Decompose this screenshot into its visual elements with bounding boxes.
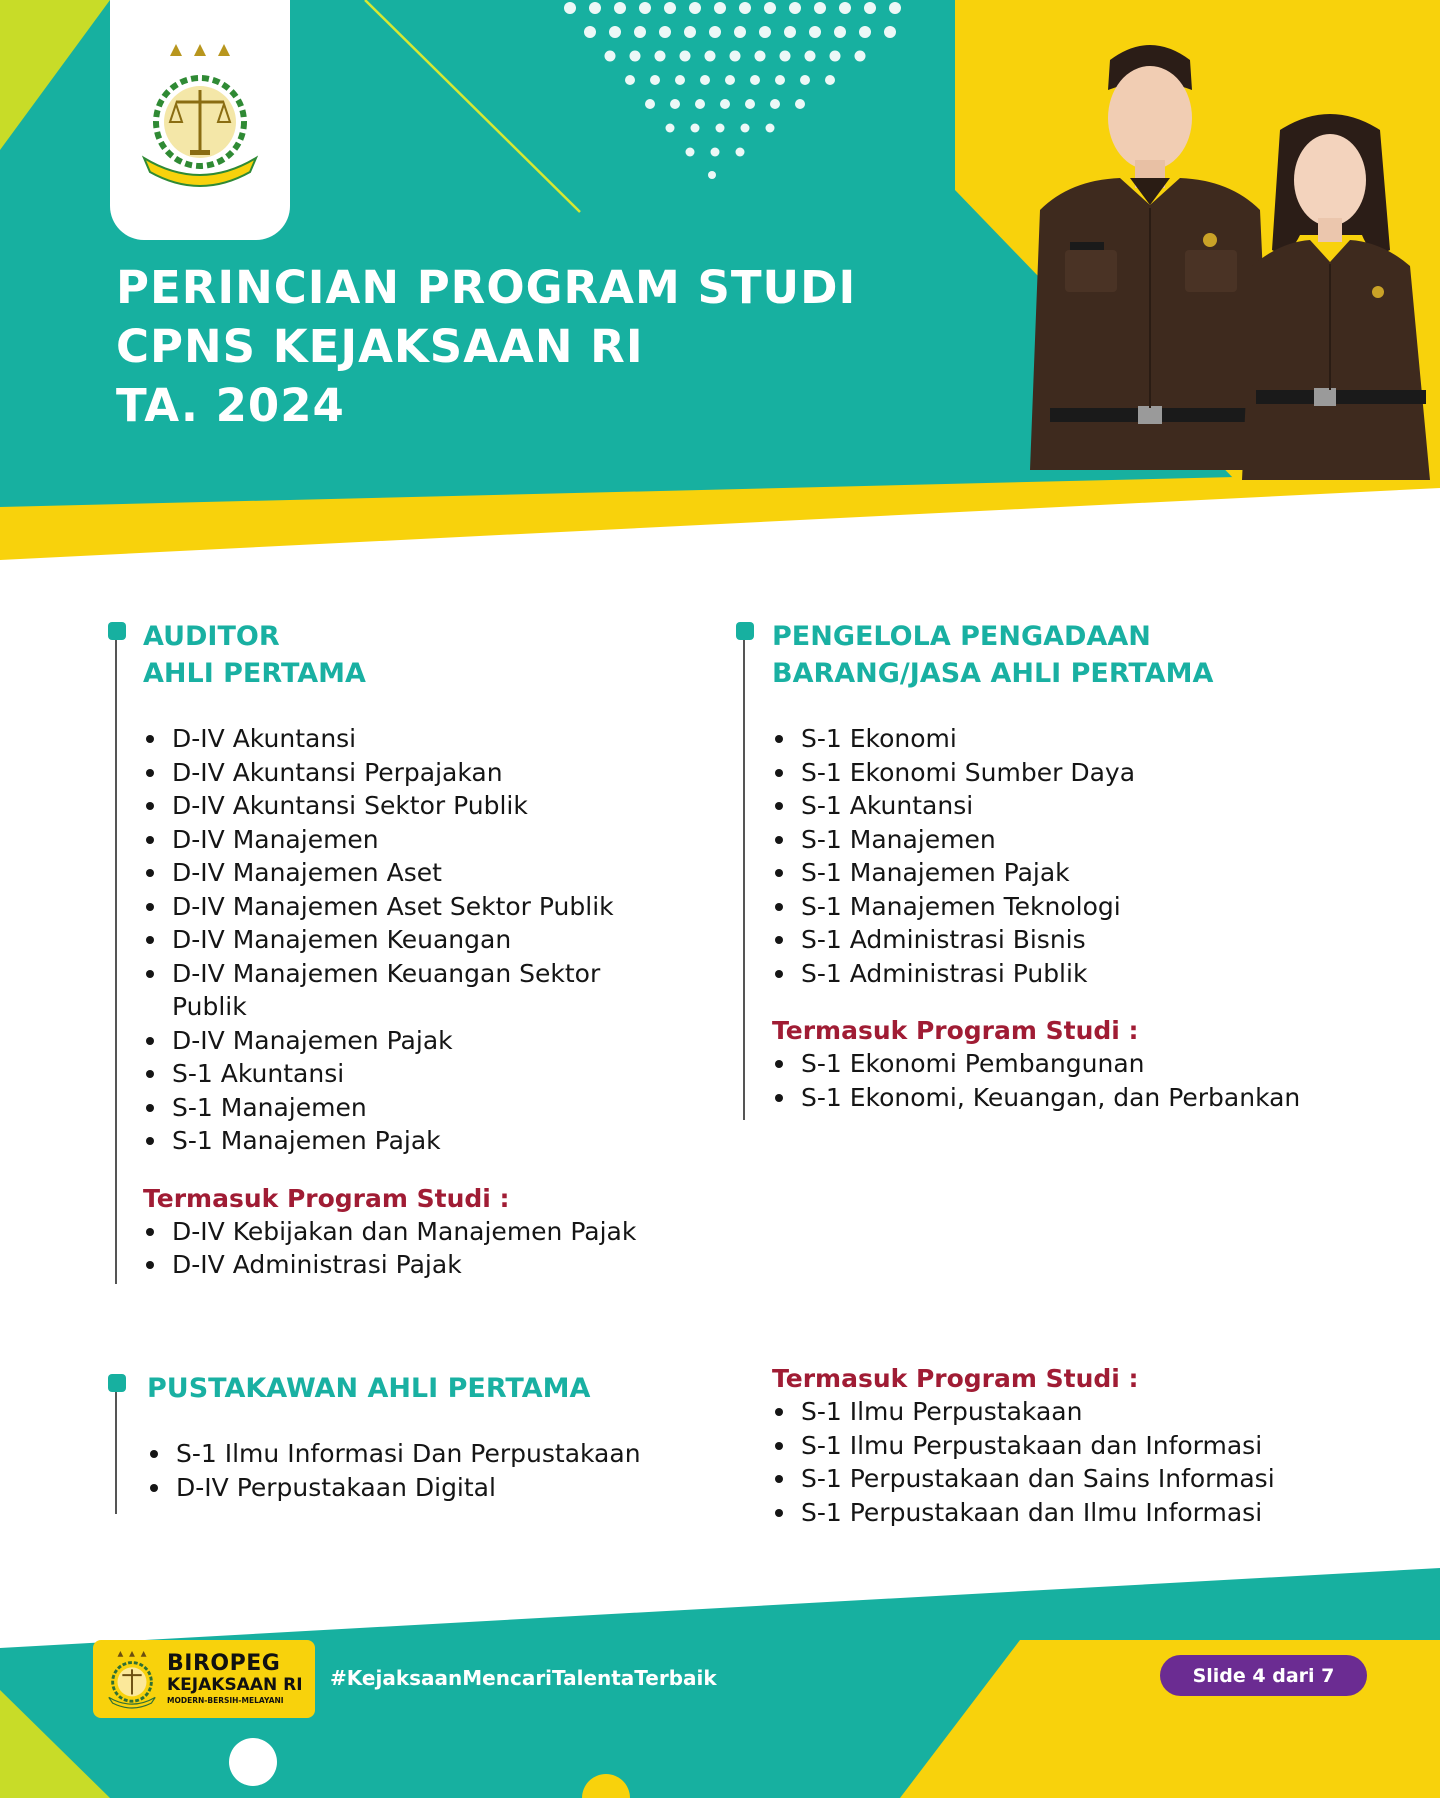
includes-list xyxy=(772,1395,1372,1529)
list-item: D-IV Manajemen Aset xyxy=(143,856,668,890)
heading-line-1: AUDITOR xyxy=(143,621,280,652)
hashtag: #KejaksaanMencariTalentaTerbaik xyxy=(330,1666,717,1690)
list-item: S-1 Akuntansi xyxy=(143,1057,668,1091)
list-item: S-1 Akuntansi xyxy=(772,789,1376,823)
section-auditor xyxy=(108,618,668,1282)
list-item: S-1 Manajemen xyxy=(143,1091,668,1125)
includes-list xyxy=(772,1047,1376,1114)
section-marker xyxy=(108,622,126,640)
heading-line-1: PENGELOLA PENGADAAN xyxy=(772,621,1151,652)
includes-label: Termasuk Program Studi : xyxy=(143,1183,510,1213)
includes-label: Termasuk Program Studi : xyxy=(772,1016,1139,1045)
title-line-3: TA. 2024 xyxy=(116,379,345,432)
title-line-1: PERINCIAN PROGRAM STUDI xyxy=(116,261,857,314)
list-item: D-IV Administrasi Pajak xyxy=(143,1248,668,1282)
section-heading xyxy=(772,618,1376,692)
list-item: D-IV Kebijakan dan Manajemen Pajak xyxy=(143,1215,668,1249)
section-divider-line xyxy=(115,628,117,1284)
section-marker xyxy=(108,1374,126,1392)
list-item: S-1 Ekonomi, Keuangan, dan Perbankan xyxy=(772,1081,1376,1115)
slide-indicator: Slide 4 dari 7 xyxy=(1160,1655,1367,1696)
list-item: S-1 Ekonomi xyxy=(772,722,1376,756)
section-heading: PUSTAKAWAN AHLI PERTAMA xyxy=(147,1373,591,1404)
biropeg-badge xyxy=(93,1640,315,1718)
list-item: D-IV Manajemen Aset Sektor Publik xyxy=(143,890,668,924)
includes-list xyxy=(143,1215,668,1282)
heading-line-2: AHLI PERTAMA xyxy=(143,658,366,689)
list-item: S-1 Perpustakaan dan Ilmu Informasi xyxy=(772,1496,1372,1530)
list-item: D-IV Akuntansi Perpajakan xyxy=(143,756,668,790)
list-item: S-1 Ilmu Perpustakaan dan Informasi xyxy=(772,1429,1372,1463)
badge-title: BIROPEG xyxy=(167,1651,281,1677)
list-item: S-1 Manajemen xyxy=(772,823,1376,857)
title-line-2: CPNS KEJAKSAAN RI xyxy=(116,320,644,373)
section-divider-line xyxy=(743,628,745,1120)
list-item: S-1 Ilmu Perpustakaan xyxy=(772,1395,1372,1429)
section-pustakawan xyxy=(108,1370,708,1504)
list-item: S-1 Administrasi Bisnis xyxy=(772,923,1376,957)
list-item: S-1 Ekonomi Sumber Daya xyxy=(772,756,1376,790)
kejaksaan-logo-tab xyxy=(110,0,290,240)
list-item: S-1 Manajemen Teknologi xyxy=(772,890,1376,924)
list-item: D-IV Perpustakaan Digital xyxy=(147,1471,708,1505)
list-item: D-IV Manajemen Pajak xyxy=(143,1024,668,1058)
list-item: S-1 Manajemen Pajak xyxy=(772,856,1376,890)
program-list xyxy=(147,1437,708,1504)
section-pustakawan-includes xyxy=(772,1362,1372,1529)
page-title xyxy=(116,258,856,435)
section-divider-line xyxy=(115,1380,117,1514)
officers-illustration xyxy=(1010,30,1440,480)
list-item: S-1 Ekonomi Pembangunan xyxy=(772,1047,1376,1081)
list-item: S-1 Perpustakaan dan Sains Informasi xyxy=(772,1462,1372,1496)
list-item: S-1 Manajemen Pajak xyxy=(143,1124,668,1158)
badge-subtitle: KEJAKSAAN RI xyxy=(167,1675,303,1696)
includes-label: Termasuk Program Studi : xyxy=(772,1364,1139,1393)
kejaksaan-emblem-icon xyxy=(103,1649,161,1709)
section-marker xyxy=(736,622,754,640)
program-list xyxy=(772,722,1376,990)
list-item: S-1 Administrasi Publik xyxy=(772,957,1376,991)
kejaksaan-emblem-icon xyxy=(130,40,270,200)
list-item: S-1 Ilmu Informasi Dan Perpustakaan xyxy=(147,1437,708,1471)
section-heading xyxy=(143,618,668,692)
program-list xyxy=(143,722,668,1158)
section-pengadaan xyxy=(736,618,1376,1114)
list-item: D-IV Akuntansi Sektor Publik xyxy=(143,789,668,823)
female-officer-figure xyxy=(1242,114,1430,480)
heading-line-2: BARANG/JASA AHLI PERTAMA xyxy=(772,658,1214,689)
list-item: D-IV Manajemen Keuangan xyxy=(143,923,668,957)
list-item: D-IV Akuntansi xyxy=(143,722,668,756)
male-officer-figure xyxy=(1030,45,1272,470)
list-item: D-IV Manajemen Keuangan Sektor Publik xyxy=(143,957,623,1024)
badge-tagline: MODERN-BERSIH-MELAYANI xyxy=(167,1696,284,1706)
list-item: D-IV Manajemen xyxy=(143,823,668,857)
